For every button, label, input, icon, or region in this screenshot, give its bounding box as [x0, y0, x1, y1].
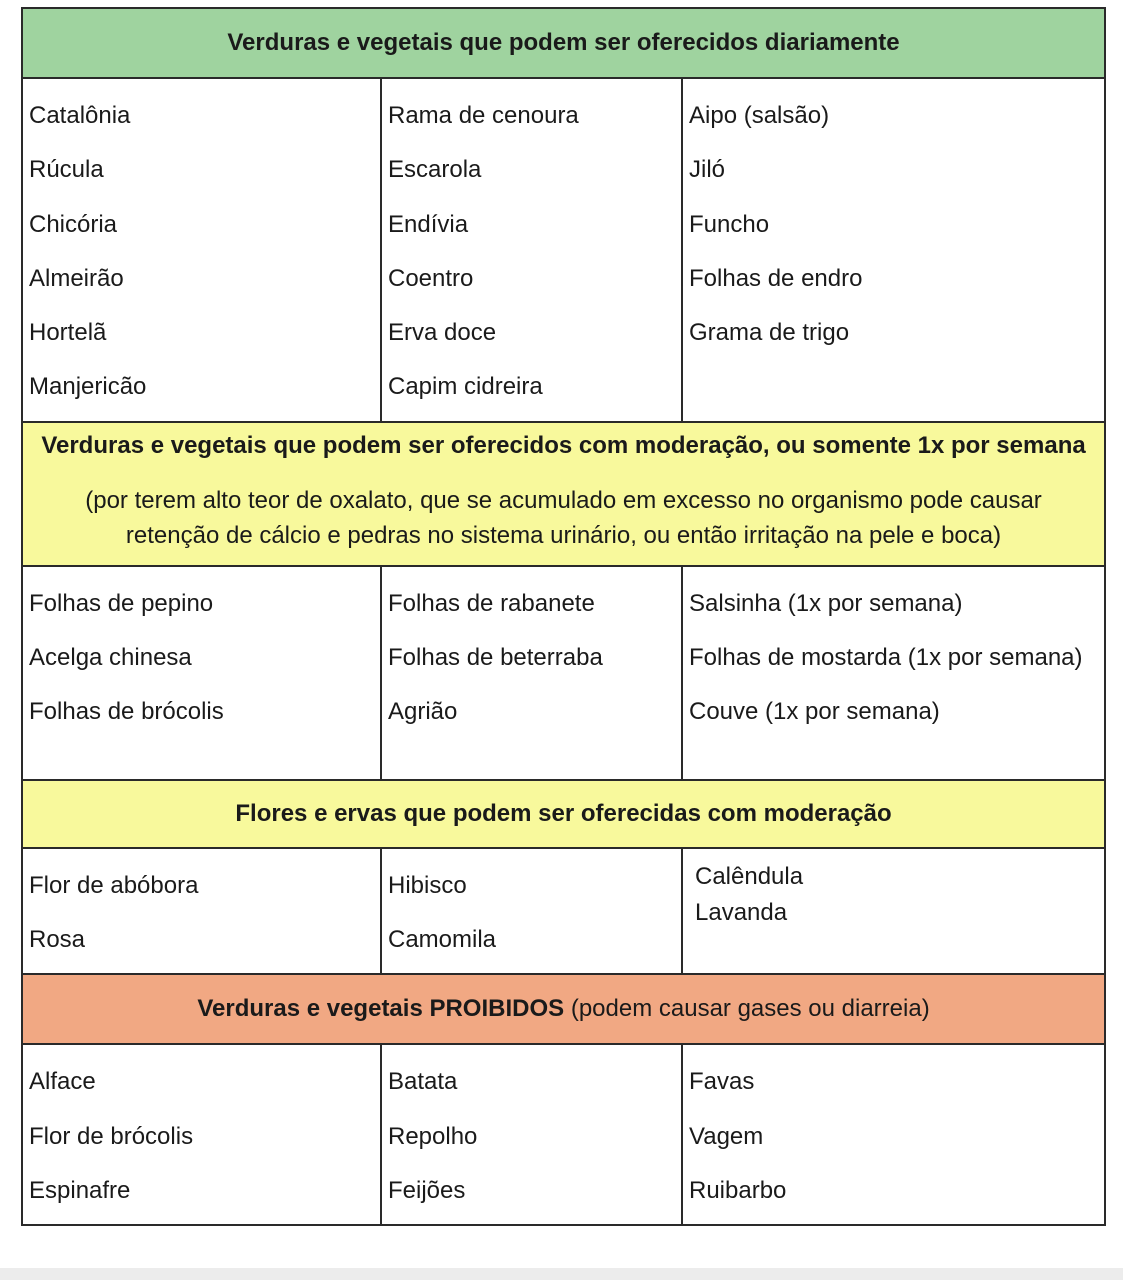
list-item: Jiló: [689, 156, 726, 184]
daily-col-3: [682, 78, 1105, 422]
list-item: Funcho: [689, 210, 770, 238]
list-item: Rosa: [29, 926, 86, 954]
list-item: Flor de brócolis: [29, 1122, 194, 1150]
list-item: Erva doce: [388, 319, 497, 347]
list-item: Manjericão: [29, 373, 147, 401]
moderation-list-row: [22, 566, 1105, 780]
list-item: Catalônia: [29, 102, 131, 129]
forbidden-col-1: [22, 1044, 381, 1225]
daily-col-1: [22, 78, 381, 422]
list-item: Agrião: [388, 698, 458, 726]
list-item: Alface: [29, 1068, 96, 1096]
list-item: Folhas de endro: [689, 264, 863, 292]
list-item: Batata: [388, 1068, 458, 1096]
list-item: Calêndula: [695, 862, 804, 890]
list-item: Rama de cenoura: [388, 102, 579, 129]
list-item: Chicória: [29, 210, 118, 238]
list-item: Ruibarbo: [689, 1176, 787, 1204]
list-item: Endívia: [388, 210, 469, 238]
list-item: Grama de trigo: [689, 319, 850, 347]
list-item: Feijões: [388, 1176, 466, 1204]
forbidden-list-row: [22, 1044, 1105, 1225]
list-item: Folhas de mostarda (1x por semana): [689, 644, 1083, 672]
daily-header-row: [22, 8, 1105, 78]
list-item: Folhas de beterraba: [388, 644, 603, 672]
daily-col-2: [381, 78, 682, 422]
list-item: Espinafre: [29, 1176, 131, 1204]
list-item: Folhas de rabanete: [388, 589, 595, 617]
list-item: Folhas de brócolis: [29, 698, 224, 726]
moderation-header-row: [22, 422, 1105, 566]
forbidden-col-3: [682, 1044, 1105, 1225]
moderation-col-3: [682, 566, 1105, 780]
flowers-col-3: [682, 848, 1105, 975]
daily-list-row: [22, 78, 1105, 422]
flowers-col-1: [22, 848, 381, 975]
moderation-note: (por terem alto teor de oxalato, que se acumulado em excesso no organismo pode causar retenção de cálcio e pedras no sistema urinário, ou então irritação na pele e boca): [85, 486, 1042, 549]
flowers-list-row: [22, 848, 1105, 975]
daily-header: Verduras e vegetais que podem ser oferecidos diariamente: [22, 8, 1105, 78]
flowers-header-row: [22, 780, 1105, 848]
moderation-col-2: [381, 566, 682, 780]
list-item: Vagem: [689, 1122, 764, 1150]
moderation-title: Verduras e vegetais que podem ser oferecidos com moderação, ou somente 1x por semana: [41, 431, 1086, 459]
list-item: Hibisco: [388, 871, 467, 899]
list-item: Almeirão: [29, 264, 124, 292]
list-item: Acelga chinesa: [29, 644, 192, 672]
flowers-header: Flores e ervas que podem ser oferecidas com moderação: [22, 780, 1105, 848]
forbidden-subtitle: (podem causar gases ou diarreia): [570, 995, 930, 1023]
list-item: Flor de abóbora: [29, 871, 199, 899]
list-item: Escarola: [388, 156, 482, 184]
food-table: [21, 7, 1106, 1226]
forbidden-header-row: [22, 974, 1105, 1044]
page-bottom-edge: [0, 1268, 1123, 1280]
list-item: Salsinha (1x por semana): [689, 589, 963, 617]
list-item: Hortelã: [29, 319, 107, 347]
list-item: Favas: [689, 1068, 755, 1096]
flowers-col-2: [381, 848, 682, 975]
list-item: Capim cidreira: [388, 373, 543, 401]
list-item: Rúcula: [29, 156, 104, 184]
forbidden-col-2: [381, 1044, 682, 1225]
list-item: Lavanda: [695, 898, 788, 926]
list-item: Camomila: [388, 926, 497, 954]
list-item: Repolho: [388, 1122, 478, 1150]
forbidden-title: Verduras e vegetais PROIBIDOS: [197, 995, 565, 1023]
forbidden-header: [22, 974, 1105, 1044]
list-item: Couve (1x por semana): [689, 698, 940, 726]
list-item: Folhas de pepino: [29, 589, 214, 617]
list-item: Coentro: [388, 264, 474, 292]
moderation-header: [22, 422, 1105, 566]
moderation-col-1: [22, 566, 381, 780]
list-item: Aipo (salsão): [689, 102, 830, 129]
